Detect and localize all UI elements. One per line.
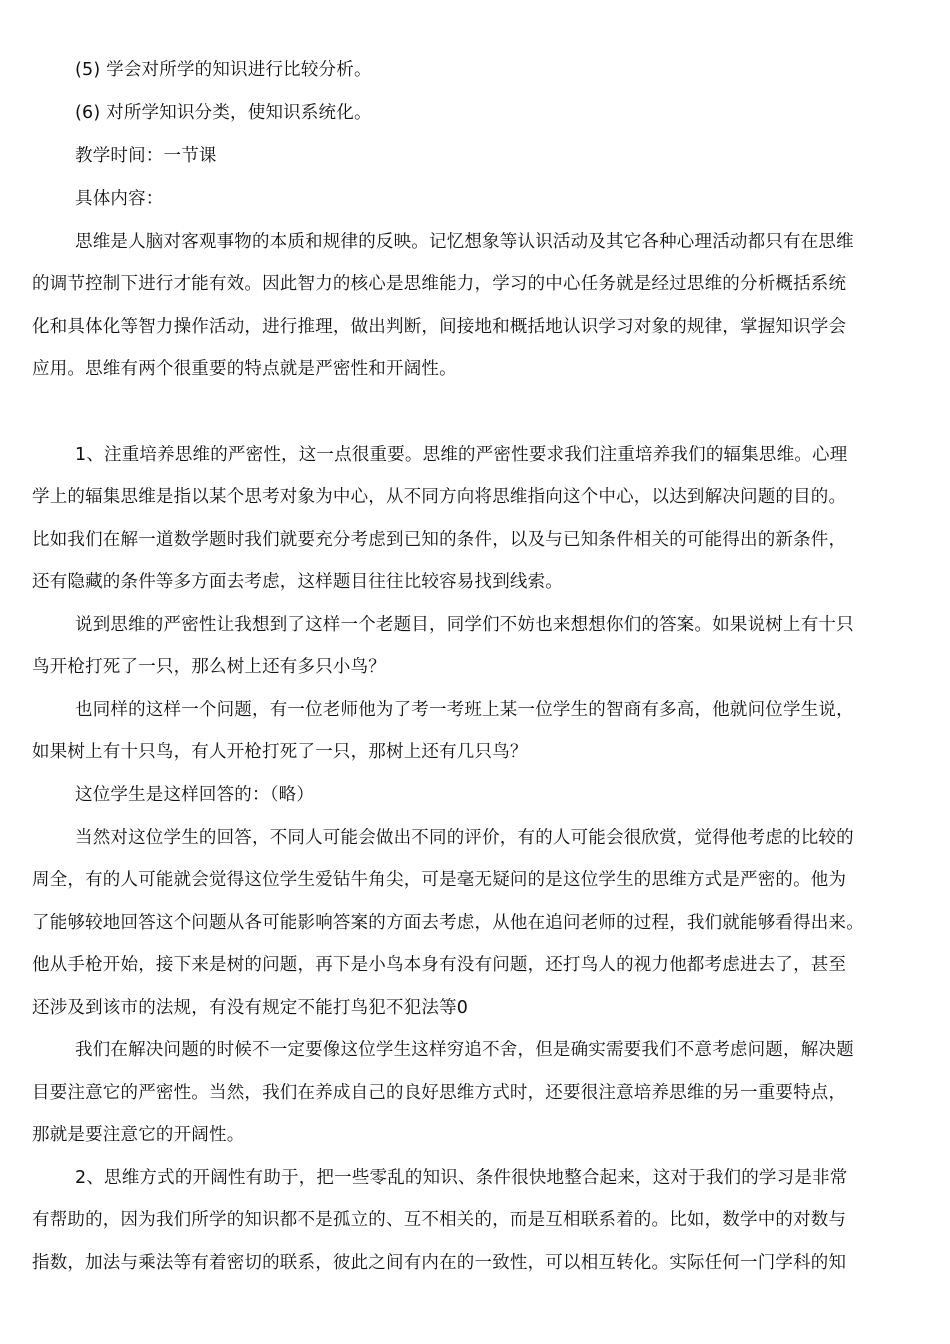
paragraph-line: 了能够较地回答这个问题从各可能影响答案的方面去考虑，从他在追问老师的过程，我们就能够看得出来。 [32, 913, 864, 933]
content-heading: 具体内容： [75, 189, 164, 209]
paragraph-line: 学上的辐集思维是指以某个思考对象为中心，从不同方向将思维指向这个中心，以达到解决问题的目的。 [32, 487, 847, 507]
paragraph-line: 这位学生是这样回答的：（略） [75, 785, 315, 805]
paragraph-line: 周全，有的人可能就会觉得这位学生爱钻牛角尖，可是毫无疑问的是这位学生的思维方式是严密的。他为 [32, 870, 847, 890]
paragraph-line: 目要注意它的严密性。当然，我们在养成自己的良好思维方式时，还要很注意培养思维的另一重要特点， [32, 1083, 847, 1103]
paragraph-line: 还涉及到该市的法规，有没有规定不能打鸟犯不犯法等0 [32, 998, 469, 1018]
paragraph-line: 思维是人脑对客观事物的本质和规律的反映。记忆想象等认识活动及其它各种心理活动都只有在思维 [75, 232, 854, 252]
paragraph-line: 说到思维的严密性让我想到了这样一个老题目，同学们不妨也来想想你们的答案。如果说树上有十只 [75, 615, 854, 635]
paragraph-line: 有帮助的，因为我们所学的知识都不是孤立的、互不相关的，而是互相联系着的。比如，数学中的对数与 [32, 1210, 847, 1230]
paragraph-line: 1、注重培养思维的严密性，这一点很重要。思维的严密性要求我们注重培养我们的辐集思维。心理 [75, 445, 848, 465]
teaching-time: 教学时间：一节课 [75, 146, 217, 166]
paragraph-line: 如果树上有十只鸟，有人开枪打死了一只，那树上还有几只鸟？ [32, 742, 528, 762]
paragraph-line: 还有隐藏的条件等多方面去考虑，这样题目往往比较容易找到线索。 [32, 572, 563, 592]
paragraph-line: 化和具体化等智力操作活动，进行推理，做出判断，间接地和概括地认识学习对象的规律，掌握知识学会 [32, 317, 847, 337]
paragraph-line: 指数，加法与乘法等有着密切的联系，彼此之间有内在的一致性，可以相互转化。实际任何一门学科的知 [32, 1253, 847, 1273]
paragraph-line: 2、思维方式的开阔性有助于，把一些零乱的知识、条件很快地整合起来，这对于我们的学习是非常 [75, 1168, 848, 1188]
paragraph-line: 应用。思维有两个很重要的特点就是严密性和开阔性。 [32, 359, 457, 379]
paragraph-line: 比如我们在解一道数学题时我们就要充分考虑到已知的条件，以及与已知条件相关的可能得出的新条件， [32, 530, 847, 550]
objective-item-6: (6) 对所学知识分类，使知识系统化。 [75, 103, 372, 123]
objective-item-5: (5) 学会对所学的知识进行比较分析。 [75, 60, 372, 80]
paragraph-line: 的调节控制下进行才能有效。因此智力的核心是思维能力，学习的中心任务就是经过思维的分析概括系统 [32, 274, 847, 294]
paragraph-line: 鸟开枪打死了一只，那么树上还有多只小鸟？ [32, 657, 386, 677]
paragraph-line: 我们在解决问题的时候不一定要像这位学生这样穷追不舍，但是确实需要我们不意考虑问题，解决题 [75, 1040, 854, 1060]
paragraph-line: 当然对这位学生的回答，不同人可能会做出不同的评价，有的人可能会很欣赏，觉得他考虑的比较的 [75, 828, 854, 848]
paragraph-line: 也同样的这样一个问题，有一位老师他为了考一考班上某一位学生的智商有多高，他就问位学生说， [75, 700, 854, 720]
paragraph-line: 那就是要注意它的开阔性。 [32, 1125, 245, 1145]
paragraph-line: 他从手枪开始，接下来是树的问题，再下是小鸟本身有没有问题，还打鸟人的视力他都考虑进去了，甚至 [32, 955, 847, 975]
